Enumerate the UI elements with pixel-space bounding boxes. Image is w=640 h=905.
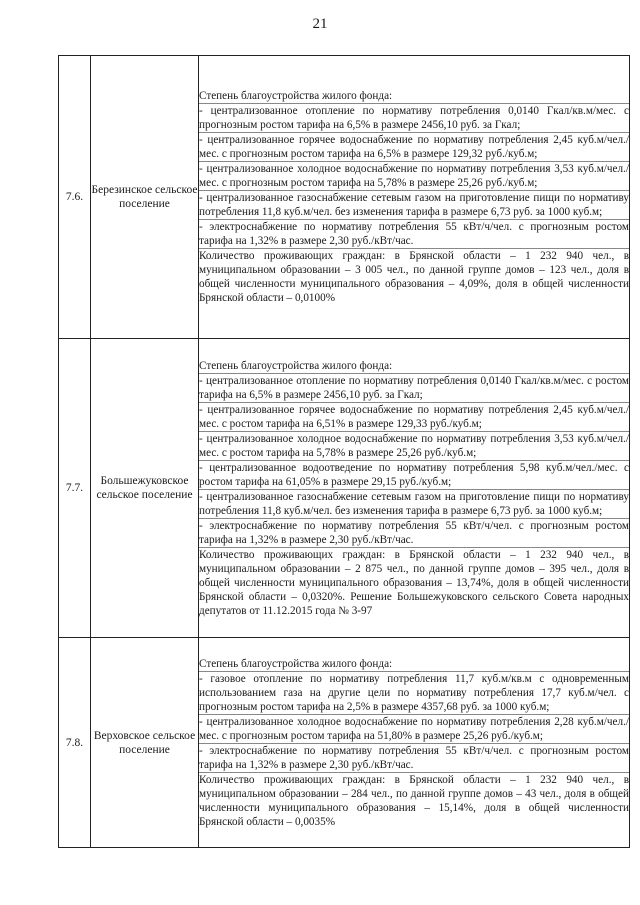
row-number: 7.6. <box>59 56 91 339</box>
description-line: - централизованное отопление по нормативу потребления 0,0140 Гкал/кв.м/мес. с ростом тарифа на 6,5% в размере 2456,10 руб. за Гкал; <box>199 374 629 401</box>
description-line: Количество проживающих граждан: в Брянской области – 1 232 940 чел., в муниципальном образовании – 284 чел., по данной группе домов – 43 чел., доля в общей численности муниципального образования – 15,14%, доля в общей численности Брянской области – 0,0035% <box>199 773 629 828</box>
page-number: 21 <box>312 16 328 32</box>
settlement-name: Большежуковское сельское поселение <box>91 339 199 638</box>
row-description <box>199 638 630 848</box>
description-line: Количество проживающих граждан: в Брянской области – 1 232 940 чел., в муниципальном образовании – 3 005 чел., по данной группе домов – 123 чел., доля в общей численности муниципального образования – 4,09%, доля в общей численности Брянской области – 0,0100% <box>199 250 629 304</box>
description-line: - централизованное газоснабжение сетевым газом на приготовление пищи по нормативу потребления 11,8 куб.м/чел. без изменения тарифа в размере 6,73 руб. за 1000 куб.м; <box>199 490 629 517</box>
row-description <box>199 56 630 339</box>
description-line: - газовое отопление по нормативу потребления 11,7 куб.м/кв.м с одновременным использованием газа на другие цели по нормативу потребления 17,7 куб.м/чел. с прогнозным ростом тарифа на 2,5% в размере 4357,68 руб. за 1000 куб.м; <box>199 672 629 713</box>
description-line: - централизованное холодное водоснабжение по нормативу потребления 2,28 куб.м/чел./мес. с прогнозным ростом тарифа на 51,80% в размере 25,26 руб./куб.м; <box>199 715 629 742</box>
description-line: - централизованное горячее водоснабжение по нормативу потребления 2,45 куб.м/чел./мес. с прогнозным ростом тарифа на 6,5% в размере 129,32 руб./куб.м; <box>199 134 629 160</box>
description-line: - централизованное газоснабжение сетевым газом на приготовление пищи по нормативу потребления 11,8 куб.м/чел. без изменения тарифа в размере 6,73 руб. за 1000 куб.м; <box>199 192 629 218</box>
description-line: Степень благоустройства жилого фонда: <box>199 359 393 372</box>
settlement-name: Верховское сельское поселение <box>91 638 199 848</box>
description-line: - централизованное водоотведение по нормативу потребления 5,98 куб.м/чел./мес. с ростом тарифа на 61,05% в размере 29,15 руб./куб.м; <box>199 461 629 488</box>
row-description <box>199 339 630 638</box>
row-number: 7.8. <box>59 638 91 848</box>
settlement-name: Березинское сельское поселение <box>91 56 199 339</box>
table-row <box>59 638 630 848</box>
description-line: Степень благоустройства жилого фонда: <box>199 90 393 102</box>
description-line: Степень благоустройства жилого фонда: <box>199 657 393 670</box>
description-line: - электроснабжение по нормативу потребления 55 кВт/ч/чел. с прогнозным ростом тарифа на 1,32% в размере 2,30 руб./кВт/час. <box>199 519 629 546</box>
table-row <box>59 56 630 339</box>
description-line: - электроснабжение по нормативу потребления 55 кВт/ч/чел. с прогнозным ростом тарифа на 1,32% в размере 2,30 руб./кВт/час. <box>199 221 629 247</box>
description-line: - электроснабжение по нормативу потребления 55 кВт/ч/чел. с прогнозным ростом тарифа на 1,32% в размере 2,30 руб./кВт/час. <box>199 744 629 771</box>
row-number: 7.7. <box>59 339 91 638</box>
tariff-table <box>58 55 630 848</box>
description-line: Количество проживающих граждан: в Брянской области – 1 232 940 чел., в муниципальном образовании – 2 875 чел., по данной группе домов – 395 чел., доля в общей численности муниципального образования – 13,74%, доля в общей численности Брянской области – 0,0320%. Решение Большежуковского сельского Совета народных депутатов от 11.12.2015 года № 3-97 <box>199 548 629 617</box>
table-row <box>59 339 630 638</box>
description-line: - централизованное горячее водоснабжение по нормативу потребления 2,45 куб.м/чел./мес. с ростом тарифа на 6,51% в размере 129,33 руб./куб.м; <box>199 403 629 430</box>
description-line: - централизованное отопление по нормативу потребления 0,0140 Гкал/кв.м/мес. с прогнозным ростом тарифа на 6,5% в размере 2456,10 руб. за Гкал; <box>199 105 629 131</box>
description-line: - централизованное холодное водоснабжение по нормативу потребления 3,53 куб.м/чел./мес. с ростом тарифа на 5,78% в размере 25,26 руб./куб.м; <box>199 432 629 459</box>
description-line: - централизованное холодное водоснабжение по нормативу потребления 3,53 куб.м/чел./мес. с прогнозным ростом тарифа на 5,78% в размере 25,26 руб./куб.м; <box>199 163 629 189</box>
